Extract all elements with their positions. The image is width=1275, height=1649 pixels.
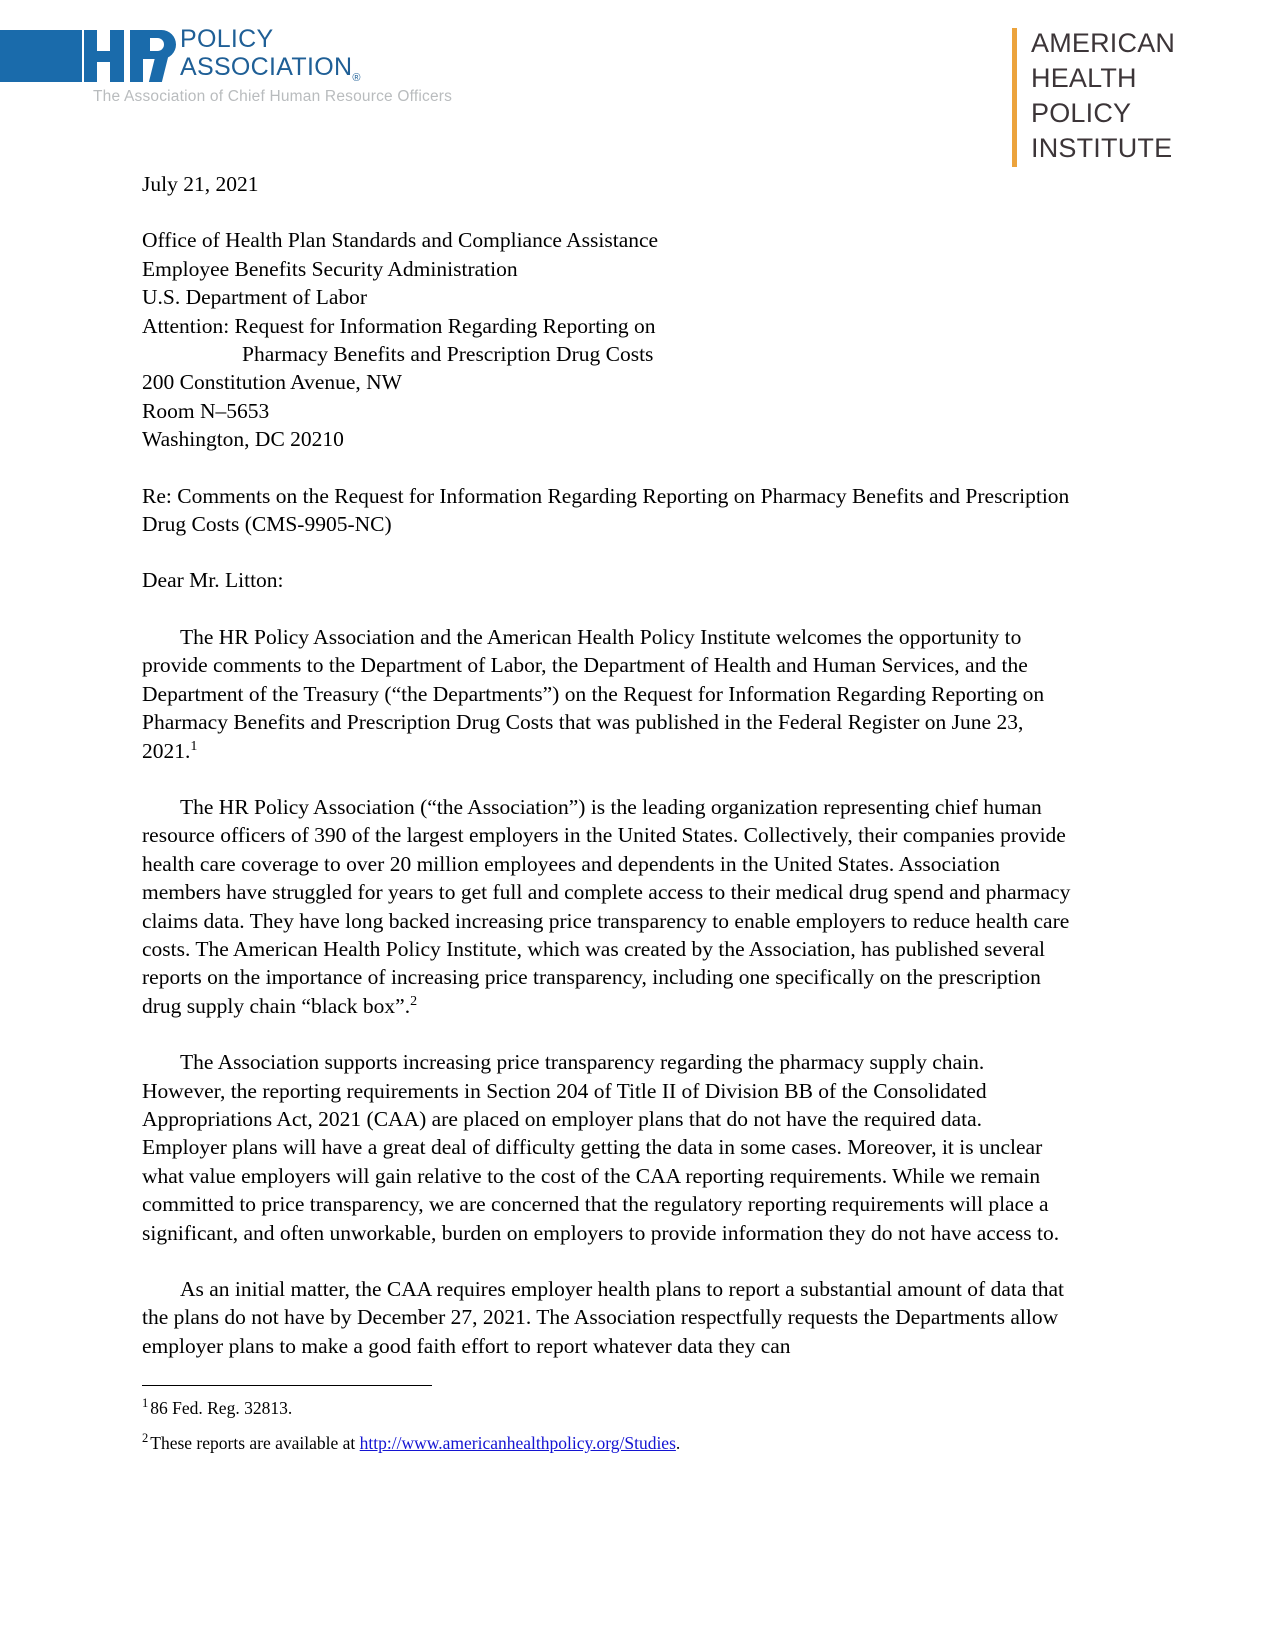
address-line-2: Employee Benefits Security Administration bbox=[142, 256, 518, 281]
hrpa-wordmark bbox=[180, 27, 361, 84]
address-line-4: Attention: Request for Information Regarding Reporting on bbox=[142, 313, 656, 338]
subject-line: Re: Comments on the Request for Information Regarding Reporting on Pharmacy Benefits and Prescription Drug Costs (CMS-9905-NC) bbox=[142, 483, 1070, 537]
hrpa-wordmark-line2: $ASSOCIATION_®$ bbox=[180, 53, 361, 84]
hrpa-blue-block-icon bbox=[0, 30, 82, 82]
letter-body bbox=[142, 170, 1072, 1360]
footnote-1-text: 86 Fed. Reg. 32813. bbox=[150, 1398, 293, 1418]
footnote-ref-2[interactable]: 2 bbox=[410, 993, 418, 1009]
hrpa-wordmark-line1: POLICY bbox=[180, 25, 274, 53]
body-paragraph-1 bbox=[142, 623, 1072, 765]
hrpa-tagline: The Association of Chief Human Resource Officers bbox=[93, 88, 453, 105]
ahpi-wordmark-line-4: INSTITUTE bbox=[1031, 133, 1173, 163]
ahpi-accent-bar-icon bbox=[1012, 28, 1017, 167]
address-line-7: Room N–5653 bbox=[142, 398, 270, 423]
footnote-2-text: These reports are available at bbox=[150, 1433, 360, 1453]
address-line-8: Washington, DC 20210 bbox=[142, 427, 344, 452]
footnote-ref-1[interactable]: 1 bbox=[190, 738, 198, 754]
ahpi-wordmark-line-2: HEALTH bbox=[1031, 63, 1137, 93]
body-paragraph-4: As an initial matter, the CAA requires employer health plans to report a substantial amount of data that the plans do not have by December 27, 2021. The Association respectfully requests the Departments allow employer plans to make a good faith effort to report whatever data they can bbox=[142, 1277, 1064, 1358]
ahpi-wordmark-line-1: AMERICAN bbox=[1031, 28, 1176, 58]
salutation: Dear Mr. Litton: bbox=[142, 568, 284, 593]
hrpa-logo-mark bbox=[0, 24, 370, 86]
footnote-2-trailing: . bbox=[675, 1433, 681, 1453]
recipient-address-block bbox=[142, 226, 1072, 453]
ahpi-wordmark-line-3: POLICY bbox=[1031, 98, 1132, 128]
footnote-2-marker: 2 bbox=[142, 1431, 149, 1446]
footnote-1 bbox=[142, 1396, 1072, 1420]
address-line-3: U.S. Department of Labor bbox=[142, 285, 368, 310]
address-line-5-indented: Pharmacy Benefits and Prescription Drug Costs bbox=[242, 342, 654, 367]
hr-policy-association-logo bbox=[0, 24, 470, 114]
letter-date: July 21, 2021 bbox=[142, 172, 259, 196]
american-health-policy-institute-logo bbox=[1012, 26, 1176, 168]
footnote-1-marker: 1 bbox=[142, 1396, 149, 1411]
body-paragraph-2 bbox=[142, 793, 1072, 1020]
address-line-6: 200 Constitution Avenue, NW bbox=[142, 370, 402, 395]
body-paragraph-3: The Association supports increasing price transparency regarding the pharmacy supply chain. However, the reporting requirements in Section 204 of Title II of Division BB of the Consolidated Appropriations Act, 2021 (CAA) are placed on employer plans that do not have the required data. Employer plans will have a great deal of difficulty getting the data in some cases. Moreover, it is unclear what value employers will gain relative to the cost of the CAA reporting requirements. While we remain committed to price transparency, we are concerned that the regulatory reporting requirements will place a significant, and often unworkable, burden on employers to provide information they do not have access to. bbox=[142, 1050, 1060, 1245]
footnote-2 bbox=[142, 1431, 1072, 1455]
ahpi-wordmark bbox=[1031, 26, 1175, 166]
paragraph-2-text: The HR Policy Association (“the Association”) is the leading organization representing chief human resource officers of 390 of the largest employers in the United States. Collectively, their companies provide health care coverage to over 20 million employees and dependents in the United States. Association members have struggled for years to get full and complete access to their medical drug spend and pharmacy claims data. They have long backed increasing price transparency to enable employers to reduce health care costs. The American Health Policy Institute, which was created by the Association, has published several reports on the importance of increasing price transparency, including one specifically on the prescription drug supply chain “black box”. bbox=[142, 794, 1071, 1018]
footnote-2-link[interactable]: http://www.americanhealthpolicy.org/Studies bbox=[359, 1433, 676, 1453]
paragraph-1-text: The HR Policy Association and the American Health Policy Institute welcomes the opportunity to provide comments to the Department of Labor, the Department of Health and Human Services, and the Department of the Treasury (“the Departments”) on the Request for Information Regarding Reporting on Pharmacy Benefits and Prescription Drug Costs that was published in the Federal Register on June 23, 2021. bbox=[142, 624, 1045, 763]
letterhead bbox=[0, 0, 1275, 175]
address-line-1: Office of Health Plan Standards and Compliance Assistance bbox=[142, 228, 659, 253]
hrpa-letter-r-icon bbox=[130, 30, 176, 82]
registered-trademark-icon: ® bbox=[352, 72, 361, 84]
footnote-separator-rule bbox=[142, 1385, 432, 1386]
hrpa-letter-h-icon bbox=[84, 30, 124, 82]
footnote-area bbox=[142, 1385, 1072, 1466]
